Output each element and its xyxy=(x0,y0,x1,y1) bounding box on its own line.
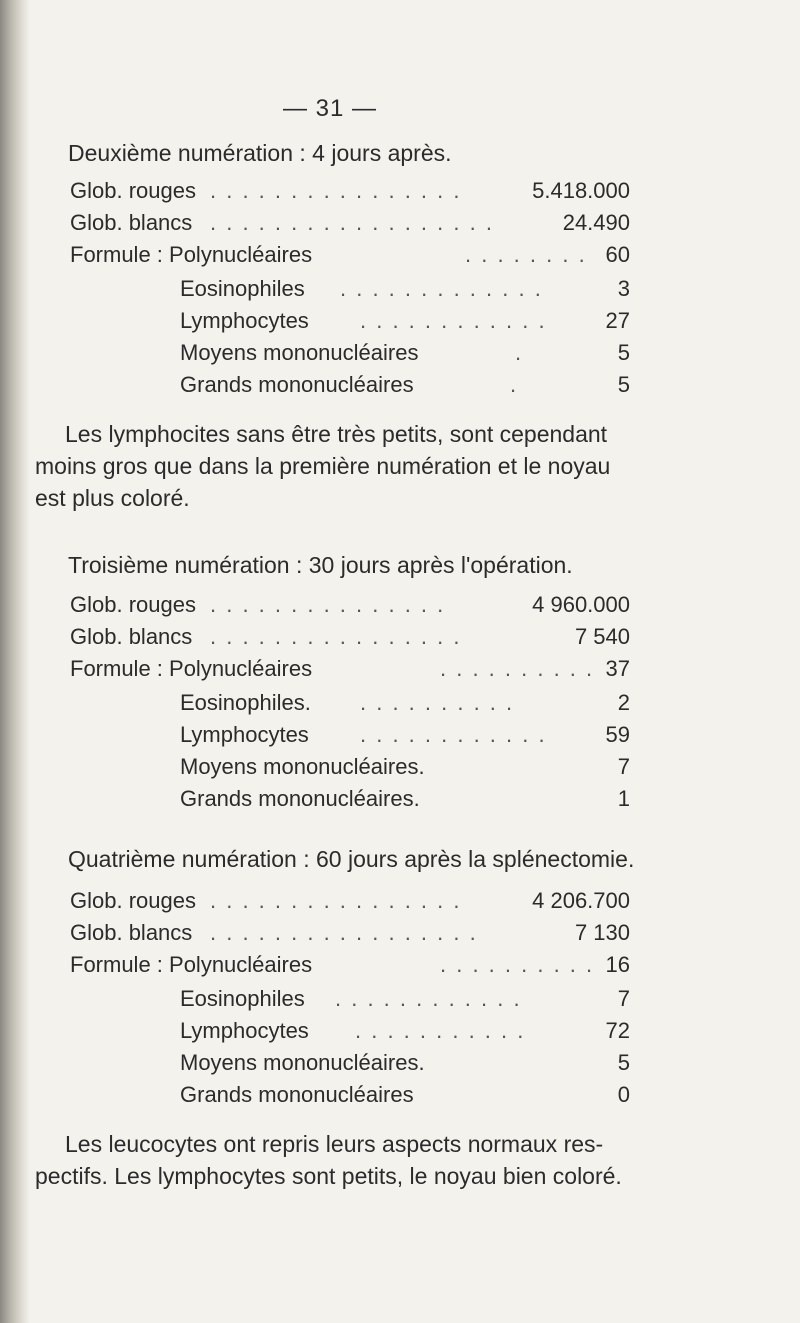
row-label: Glob. blancs xyxy=(70,624,193,649)
row-label: Grands mononucléaires xyxy=(180,372,414,397)
row-label: Formule : Polynucléaires xyxy=(70,952,313,977)
row-value: 7 130 xyxy=(574,920,630,945)
row-label: Lymphocytes xyxy=(180,1018,309,1043)
table-row xyxy=(70,986,630,1016)
table-row xyxy=(70,656,630,686)
section-title-deuxieme: Deuxième numération : 4 jours après. xyxy=(68,140,452,166)
paragraph-line: moins gros que dans la première numération et le noyau xyxy=(35,453,611,479)
leader-dots: . . . . . . . . . . . . . . . . . . xyxy=(210,210,494,235)
table-row xyxy=(70,592,630,622)
table-row xyxy=(70,722,630,752)
row-label: Lymphocytes xyxy=(180,722,309,747)
section-title-quatrieme: Quatrième numération : 60 jours après la splénectomie. xyxy=(68,846,635,872)
row-value: 3 xyxy=(617,276,630,301)
row-value: 5 xyxy=(617,1050,630,1075)
table-row xyxy=(70,210,630,240)
row-label: Lymphocytes xyxy=(180,308,309,333)
row-label: Grands mononucléaires. xyxy=(180,786,420,811)
row-label: Glob. rouges xyxy=(70,888,196,913)
leader-dots: . . . . . . . . xyxy=(465,242,587,267)
row-label: Eosinophiles xyxy=(180,986,305,1011)
table-row xyxy=(70,920,630,950)
table-row xyxy=(70,624,630,654)
table-row xyxy=(70,754,630,784)
row-value: 2 xyxy=(617,690,630,715)
row-value: 5 xyxy=(617,372,630,397)
table-row xyxy=(70,1082,630,1112)
leader-dots: . xyxy=(510,372,519,397)
leader-dots: . . . . . . . . . . xyxy=(440,952,595,977)
table-row xyxy=(70,178,630,208)
row-label: Glob. blancs xyxy=(70,920,193,945)
row-label: Eosinophiles xyxy=(180,276,305,301)
leader-dots: . . . . . . . . . . . xyxy=(355,1018,526,1043)
row-label: Eosinophiles. xyxy=(180,690,311,715)
leader-dots: . . . . . . . . . . . . xyxy=(360,722,547,747)
row-label: Moyens mononucléaires. xyxy=(180,1050,425,1075)
table-row xyxy=(70,888,630,918)
row-value: 16 xyxy=(605,952,630,977)
leader-dots: . . . . . . . . . . . . . . . . . xyxy=(210,920,478,945)
row-label: Formule : Polynucléaires xyxy=(70,242,313,267)
row-value: 7 xyxy=(617,986,630,1011)
leader-dots: . . . . . . . . . . xyxy=(440,656,595,681)
row-value: 72 xyxy=(605,1018,630,1043)
table-row xyxy=(70,1050,630,1080)
table-row xyxy=(70,276,630,306)
row-value: 5 xyxy=(617,340,630,365)
row-value: 4 206.700 xyxy=(532,888,630,913)
table-row xyxy=(70,1018,630,1048)
row-label: Moyens mononucléaires xyxy=(180,340,419,365)
paragraph xyxy=(35,418,780,514)
leader-dots: . . . . . . . . . . xyxy=(360,690,515,715)
row-value: 37 xyxy=(605,656,630,681)
row-value: 7 540 xyxy=(574,624,630,649)
paragraph-line: est plus coloré. xyxy=(35,485,190,511)
paragraph-line: pectifs. Les lymphocytes sont petits, le noyau bien coloré. xyxy=(35,1163,622,1189)
leader-dots: . . . . . . . . . . . . . . . . xyxy=(210,888,462,913)
row-value: 24.490 xyxy=(562,210,630,235)
row-value: 0 xyxy=(617,1082,630,1107)
leader-dots: . . . . . . . . . . . . . . . . xyxy=(210,178,462,203)
table-row xyxy=(70,340,630,370)
table-row xyxy=(70,242,630,272)
table-row xyxy=(70,690,630,720)
row-label: Glob. rouges xyxy=(70,592,196,617)
page-binding-edge xyxy=(0,0,30,1323)
row-label: Grands mononucléaires xyxy=(180,1082,414,1107)
paragraph-line: Les leucocytes ont repris leurs aspects normaux res- xyxy=(65,1131,604,1157)
row-label: Glob. blancs xyxy=(70,210,193,235)
row-value: 7 xyxy=(617,754,630,779)
table-row xyxy=(70,372,630,402)
paragraph-line: Les lymphocites sans être très petits, sont cependant xyxy=(65,421,608,447)
row-value: 27 xyxy=(605,308,630,333)
leader-dots: . . . . . . . . . . . . . . . xyxy=(210,592,446,617)
row-value: 60 xyxy=(605,242,630,267)
row-value: 5.418.000 xyxy=(532,178,630,203)
table-row xyxy=(70,308,630,338)
row-label: Formule : Polynucléaires xyxy=(70,656,313,681)
paragraph xyxy=(35,1128,780,1192)
table-row xyxy=(70,952,630,982)
leader-dots: . . . . . . . . . . . . . xyxy=(340,276,543,301)
leader-dots: . . . . . . . . . . . . . . . . xyxy=(210,624,462,649)
row-value: 59 xyxy=(605,722,630,747)
row-value: 4 960.000 xyxy=(532,592,630,617)
section-title-troisieme: Troisième numération : 30 jours après l'opération. xyxy=(68,552,573,578)
page-number: — 31 — xyxy=(282,95,378,122)
leader-dots: . . . . . . . . . . . . xyxy=(335,986,522,1011)
row-label: Glob. rouges xyxy=(70,178,196,203)
row-label: Moyens mononucléaires. xyxy=(180,754,425,779)
row-value: 1 xyxy=(617,786,630,811)
leader-dots: . xyxy=(515,340,524,365)
leader-dots: . . . . . . . . . . . . xyxy=(360,308,547,333)
table-row xyxy=(70,786,630,816)
